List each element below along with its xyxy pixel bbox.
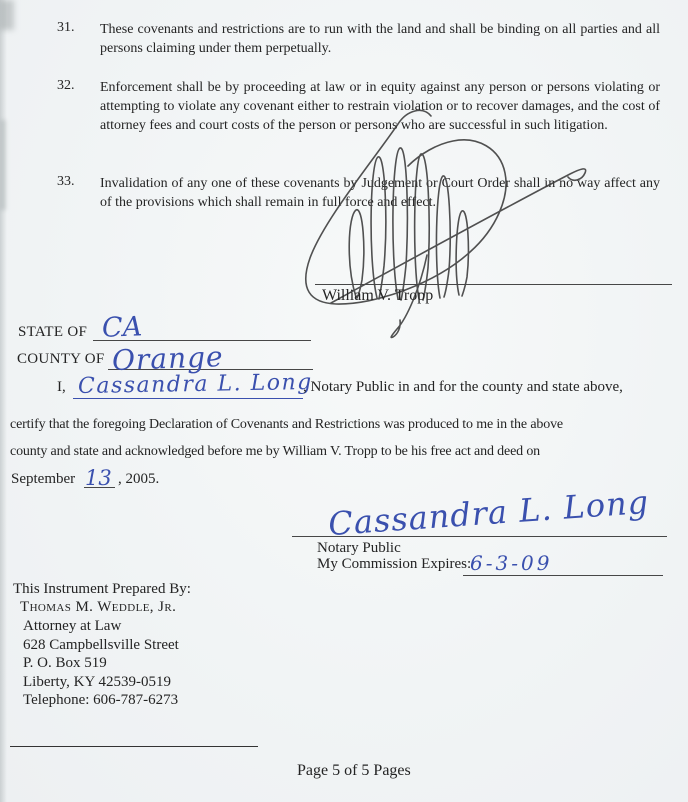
scan-smudge <box>0 120 6 210</box>
paragraph-number: 32. <box>57 78 75 93</box>
jurat-intro-suffix: , Notary Public in and for the county and state above, <box>303 379 623 395</box>
date-prefix: September <box>11 471 76 487</box>
preparer-title: Attorney at Law <box>23 618 122 634</box>
notary-signature-handwritten: Cassandra L. Long <box>327 482 651 544</box>
preparer-street: 628 Campbellsville Street <box>23 636 179 653</box>
commission-expires-label: My Commission Expires: <box>317 556 472 572</box>
notary-name-handwritten: Cassandra L. Long <box>77 369 313 400</box>
jurat-body-line1: certify that the foregoing Declaration of Covenants and Restrictions was produced to me in the above <box>10 417 563 432</box>
county-value-handwritten: Orange <box>111 340 225 377</box>
paragraph-number: 33. <box>57 174 75 189</box>
notary-signature-line <box>292 536 667 537</box>
preparer-telephone: Telephone: 606-787-6273 <box>23 692 179 709</box>
prepared-by-heading: This Instrument Prepared By: <box>13 581 191 597</box>
signature-line <box>315 284 672 285</box>
page-number-label: Page 5 of 5 Pages <box>297 762 411 779</box>
preparer-name: Thomas M. Weddle, Jr. <box>20 599 177 615</box>
jurat-body-line2: county and state and acknowledged before me by William V. Tropp to be his free act and deed on <box>10 444 541 459</box>
paragraph-text: Invalidation of any one of these covenants by Judgement or Court Order shall in no way affect any of the provisions which shall remain in full force and effect. <box>100 176 660 210</box>
jurat-intro-prefix: I, <box>57 379 66 395</box>
paragraph-text: These covenants and restrictions are to run with the land and shall be binding on all parties and all persons claiming under them perpetually. <box>100 22 660 56</box>
scan-smudge <box>0 0 14 30</box>
paragraph-text: Enforcement shall be by proceeding at law or in equity against any person or persons violating or attempting to violate any covenant either to restrain violation or to recover damages, and the cost of attorney fees and court costs of the person or persons who are successful in such litigation. <box>100 80 660 133</box>
commission-expires-value-handwritten: 6-3-09 <box>470 551 553 575</box>
state-label: STATE OF <box>18 324 88 340</box>
paragraph-number: 31. <box>57 20 75 35</box>
signer-printed-name: William V. Tropp <box>322 287 434 304</box>
notary-name-underline <box>73 398 303 399</box>
preparer-address <box>23 617 179 710</box>
preparer-city-state-zip: Liberty, KY 42539-0519 <box>23 673 172 690</box>
footer-rule <box>10 746 258 747</box>
commission-expires-line <box>463 575 663 576</box>
date-day-handwritten: 13 <box>85 466 112 490</box>
date-suffix: , 2005. <box>118 471 160 487</box>
county-label: COUNTY OF <box>17 351 105 367</box>
date-day-underline <box>84 487 115 488</box>
state-value-handwritten: CA <box>101 311 143 344</box>
preparer-po-box: P. O. Box 519 <box>23 655 107 672</box>
notary-title: Notary Public <box>317 540 401 556</box>
